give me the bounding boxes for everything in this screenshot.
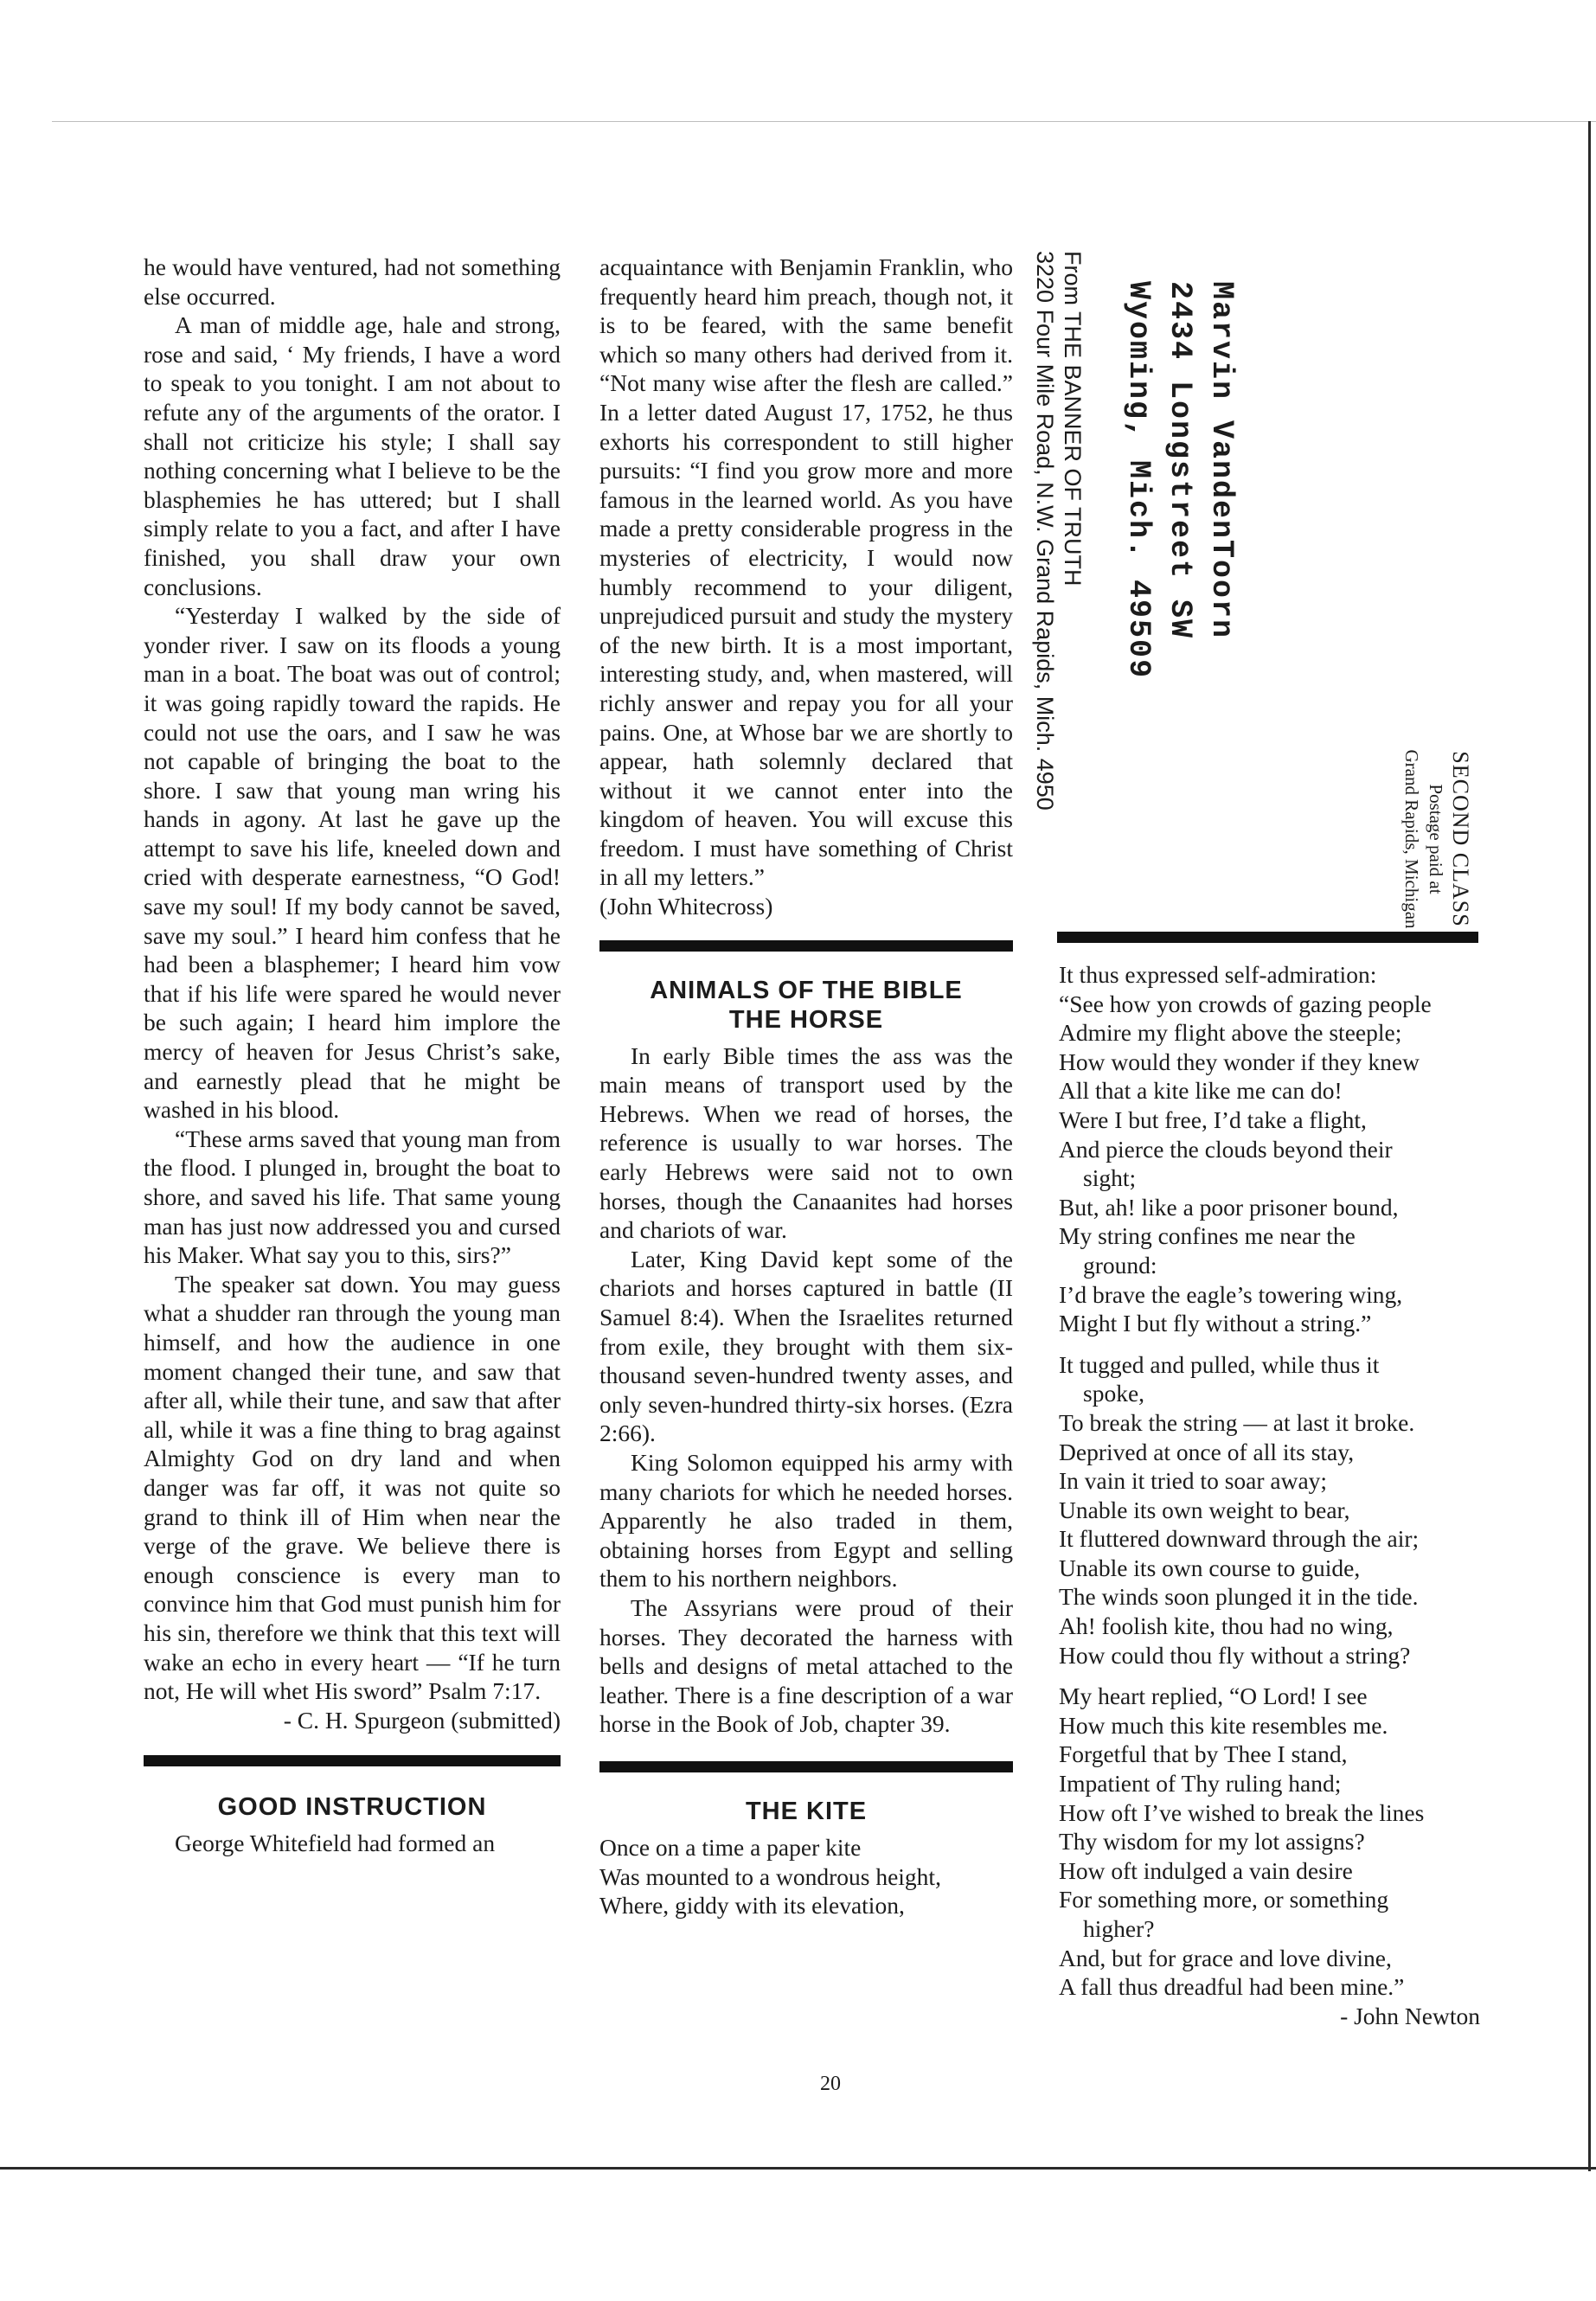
mailing-label: [1032, 247, 1485, 930]
column-middle: [599, 253, 1013, 1920]
poem-line: But, ah! like a poor prisoner bound,: [1059, 1193, 1399, 1221]
poem-line: The winds soon plunged it in the tide.: [1059, 1583, 1419, 1611]
paragraph: In early Bible times the ass was the main means of transport used by the Hebrews. When we read of horses, the reference is usually to war horses. The early Hebrews were said not to own horses, though the Canaanites had horses and chariots of war.: [599, 1042, 1013, 1244]
poem-line: Forgetful that by Thee I stand,: [1059, 1740, 1348, 1768]
poem-line: Thy wisdom for my lot assigns?: [1059, 1828, 1365, 1856]
poem-line: I’d brave the eagle’s towering wing,: [1059, 1280, 1403, 1308]
paragraph: The Assyrians were proud of their horses. They decorated the harness with bells and designs of metal attached to the leather. There is a fine description of a war horse in the Book of Job, chapter 39.: [599, 1593, 1013, 1738]
poem-line: How would they wonder if they knew: [1059, 1048, 1420, 1075]
poem-line: Deprived at once of all its stay,: [1059, 1438, 1355, 1465]
recipient-name: Marvin VandenToorn: [1204, 281, 1239, 640]
poem-line: Was mounted to a wondrous height,: [599, 1862, 941, 1890]
paragraph: “These arms saved that young man from the flood. I plunged in, brought the boat to shore, and saved his life. That same young man has just now addressed you and cursed his Maker. What say you to this, sirs?”: [144, 1125, 561, 1269]
column-left: [144, 253, 561, 1858]
poem-line: A fall thus dreadful had been mine.”: [1059, 1973, 1405, 2001]
poem-line: For something more, or something: [1059, 1886, 1389, 1913]
paragraph: he would have ventured, had not something else occurred.: [144, 253, 561, 310]
recipient-street: 2434 Longstreet SW: [1163, 281, 1197, 640]
poem-line: Unable its own course to guide,: [1059, 1554, 1361, 1581]
section-divider: [599, 1761, 1013, 1772]
poem-line: My string confines me near the: [1059, 1222, 1356, 1250]
poem-line: Unable its own weight to bear,: [1059, 1496, 1350, 1523]
poem-line: All that a kite like me can do!: [1059, 1077, 1343, 1105]
page-number: 20: [820, 2073, 841, 2095]
section-subheading: THE HORSE: [728, 1005, 884, 1034]
column-right: [1059, 960, 1480, 2030]
poem-line: “See how yon crowds of gazing people: [1059, 990, 1432, 1017]
poem-line: How could thou fly without a string?: [1059, 1641, 1411, 1669]
poem-line: Admire my flight above the steeple;: [1059, 1019, 1402, 1047]
section-divider: [599, 940, 1013, 952]
poem-stanza: [1059, 960, 1480, 1338]
source-citation: (John Whitecross): [599, 893, 773, 920]
paragraph: “Yesterday I walked by the side of yonder river. I saw on its floods a young man in a boat. The boat was out of control; it was going rapidly toward the rapids. He could not use the oars, and I saw he was not capable of bringing the boat to the shore. I saw that young man wring his hands in agony. At last he gave up the attempt to save his life, kneeled down and cried with desperate earnestness, “O God! save my soul! If my body cannot be saved, save my soul.” I heard him confess that he had been a blasphemer; I heard him vow that if his life were spared he would never be such again; I heard him implore the mercy of heaven for Jesus Christ’s sake, and earnestly plead that he might be washed in his blood.: [144, 602, 561, 1124]
postage-note: Postage paid at: [1426, 784, 1446, 894]
poem-line: Were I but free, I’d take a flight,: [1059, 1106, 1367, 1133]
poem-line: higher?: [1083, 1915, 1155, 1942]
paragraph: Later, King David kept some of the chariots and horses captured in battle (II Samuel 8:4). When the Israelites returned from exile, they brought with them six-thousand seven-hundred twenty asses, and only seven-hundred thirty-six horses. (Ezra 2:66).: [599, 1245, 1013, 1447]
poem-line: To break the string — at last it broke.: [1059, 1408, 1415, 1436]
poem-line: It tugged and pulled, while thus it: [1059, 1350, 1380, 1378]
sender-address: 3220 Four Mile Road, N.W. Grand Rapids, Mich. 4950: [1032, 251, 1058, 811]
section-divider: [144, 1755, 561, 1766]
section-divider: [1057, 932, 1478, 943]
bottom-edge-line: [0, 2167, 1596, 2170]
paragraph: George Whitefield had formed an: [175, 1830, 496, 1857]
poem-line: And, but for grace and love divine,: [1059, 1944, 1392, 1971]
postage-class: SECOND CLASS: [1448, 751, 1473, 927]
poem-line: In vain it tried to soar away;: [1059, 1467, 1328, 1495]
poem-line: And pierce the clouds beyond their: [1059, 1135, 1393, 1163]
paragraph: A man of middle age, hale and strong, rose and said, ‘ My friends, I have a word to speak to you tonight. I am not about to refute any of the arguments of the orator. I shall not criticize his style; I shall say nothing concerning what I believe to be the blasphemies he has uttered; but I shall simply relate to you a fact, and after I have finished, you shall draw your own conclusions.: [144, 311, 561, 600]
section-heading: ANIMALS OF THE BIBLE: [650, 976, 963, 1004]
poem-line: My heart replied, “O Lord! I see: [1059, 1682, 1368, 1710]
poem-line: How much this kite resembles me.: [1059, 1711, 1388, 1739]
paragraph: acquaintance with Benjamin Franklin, who frequently heard him preach, though not, it is to be feared, with the same benefit which so many others had derived from it. “Not many wise after the flesh are called.” In a letter dated August 17, 1752, he thus exhorts his correspondent to still higher pursuits: “I find you grow more and more famous in the learned world. As you have made a pretty considerable progress in the mysteries of electricity, I would now humbly recommend to your diligent, unprejudiced pursuit and study the mystery of the new birth. It is a most important, interesting study, and, when mastered, will richly answer and repay you for all your pains. One, at Whose bar we are shortly to appear, hath solemnly declared that without it we cannot enter into the kingdom of heaven. You will excuse this freedom. I must have something of Christ in all my letters.”: [599, 253, 1013, 891]
attribution: - C. H. Spurgeon (submitted): [283, 1706, 561, 1734]
poem-line: Once on a time a paper kite: [599, 1833, 862, 1861]
section-heading: GOOD INSTRUCTION: [217, 1793, 487, 1822]
poem-stanza: [1059, 1682, 1480, 2002]
paragraph: King Solomon equipped his army with many chariots for which he needed horses. Apparently he also traded in them, obtaining horses from Egypt and selling them to his northern neighbors.: [599, 1448, 1013, 1593]
recipient-city: Wyoming, Mich. 49509: [1121, 281, 1156, 680]
poem-line: Impatient of Thy ruling hand;: [1059, 1770, 1342, 1798]
paragraph: The speaker sat down. You may guess what a shudder ran through the young man himself, and how the audience in one moment changed their tune, and saw that after all, while their tune, and saw that after all, while it was a fine thing to brag against Almighty God on dry land and when danger was far off, it was not quite so grand to think ill of Him when near the verge of the grave. We believe there is enough conscience is every man to convince him that God must punish him for his sin, therefore we think that this text will wake an echo in every heart — “If he turn not, He will whet His sword” Psalm 7:17.: [144, 1270, 561, 1705]
section-heading: THE KITE: [745, 1797, 868, 1825]
top-edge-line: [52, 121, 1596, 122]
right-edge-line: [1588, 121, 1591, 2171]
poem-line: sight;: [1083, 1164, 1137, 1192]
poem-line: It thus expressed self-admiration:: [1059, 961, 1377, 988]
attribution: - John Newton: [1340, 2002, 1480, 2029]
sender-line: From THE BANNER OF TRUTH: [1060, 251, 1086, 586]
poem-line: How oft indulged a vain desire: [1059, 1856, 1353, 1884]
poem-line: ground:: [1083, 1251, 1157, 1279]
poem-line: Where, giddy with its elevation,: [599, 1892, 905, 1920]
poem-line: Ah! foolish kite, thou had no wing,: [1059, 1612, 1394, 1640]
poem-line: How oft I’ve wished to break the lines: [1059, 1798, 1425, 1826]
postage-indicia: [1400, 709, 1472, 969]
poem-line: spoke,: [1083, 1380, 1145, 1407]
poem-line: It fluttered downward through the air;: [1059, 1525, 1420, 1553]
poem-opening: [599, 1833, 1013, 1920]
postage-city: Grand Rapids, Michigan: [1401, 749, 1422, 929]
poem-stanza: [1059, 1350, 1480, 1670]
poem-line: Might I but fly without a string.”: [1059, 1310, 1372, 1337]
